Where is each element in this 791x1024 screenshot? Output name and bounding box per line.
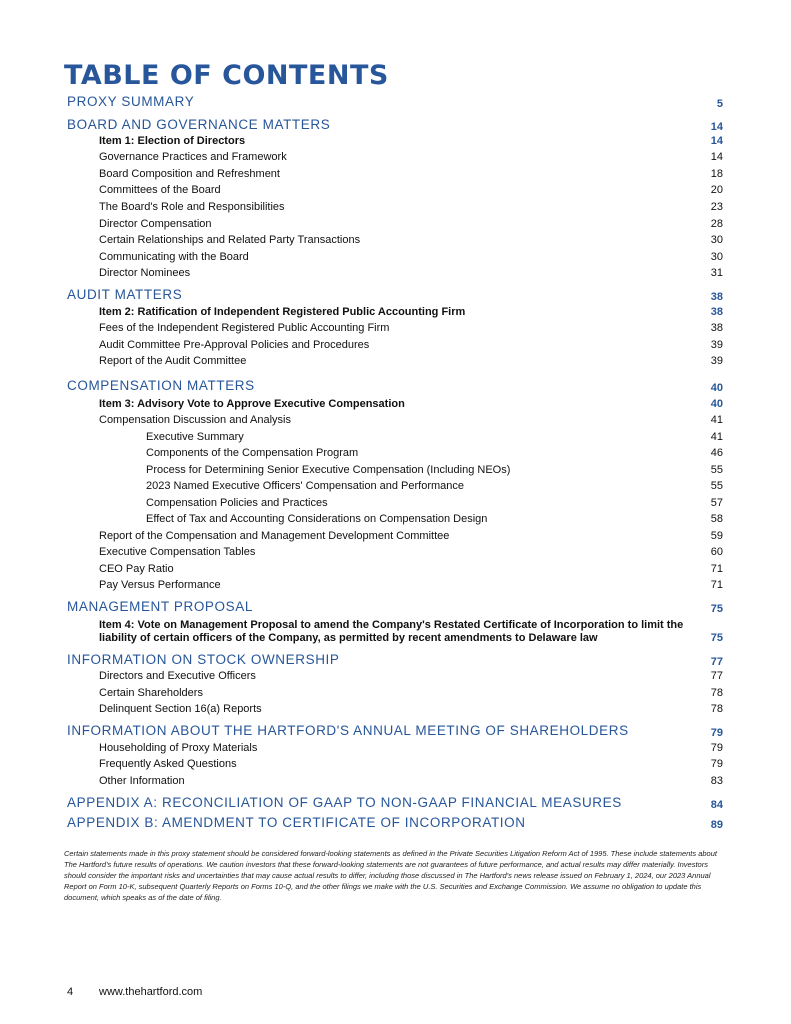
toc-section[interactable] xyxy=(0,599,791,617)
toc-entry-title: Report of the Compensation and Management Development Committee xyxy=(99,530,450,542)
toc-page-number: 89 xyxy=(710,819,723,831)
forward-looking-disclaimer: Certain statements made in this proxy statement should be considered forward-looking statements as defined in the Private Securities Litigation Reform Act of 1995. These include statements about The Hartford's future results of operations. We caution investors that these forward-looking statements are not guarantees of future performance, and actual results may differ materially. Investors should consider the important risks and uncertainties that may cause actual results to differ, including those discussed in The Hartford's news release issued on February 1, 2024, our 2023 Annual Report on Form 10-K, subsequent Quarterly Reports on Forms 10-Q, and the other filings we make with the U.S. Securities and Exchange Commission. We assume no obligation to update this document, which speaks as of the date of filing. xyxy=(64,849,717,902)
toc-entry-title: Board Composition and Refreshment xyxy=(99,168,280,180)
toc-entry-title: Compensation Policies and Practices xyxy=(146,497,328,509)
toc-entry[interactable] xyxy=(0,151,791,169)
toc-page-number: 79 xyxy=(710,742,723,754)
toc-entry-title: 2023 Named Executive Officers' Compensation and Performance xyxy=(146,480,465,492)
toc-section[interactable] xyxy=(0,378,791,396)
toc-entry-title: Audit Committee Pre-Approval Policies and Procedures xyxy=(99,339,370,351)
toc-page-number: 14 xyxy=(710,135,723,147)
toc-entry[interactable] xyxy=(0,322,791,340)
toc-entry-title: Item 4: Vote on Management Proposal to amend the Company's Restated Certificate of Incorporation to limit the liability of certain officers of the Company, as permitted by recent amendments to Delaware law xyxy=(99,619,684,644)
toc-page-number: 39 xyxy=(710,355,723,367)
toc-page-number: 79 xyxy=(710,758,723,770)
toc-entry-title: Directors and Executive Officers xyxy=(99,670,256,682)
toc-entry[interactable] xyxy=(0,670,791,688)
toc-section-title: BOARD AND GOVERNANCE MATTERS xyxy=(67,117,331,132)
toc-page-number: 38 xyxy=(710,322,723,334)
toc-entry[interactable] xyxy=(0,267,791,285)
toc-entry-title: Committees of the Board xyxy=(99,184,221,196)
toc-section-title: COMPENSATION MATTERS xyxy=(67,378,255,393)
toc-page-number: 58 xyxy=(710,513,723,525)
toc-section[interactable] xyxy=(0,117,791,135)
toc-entry-title: Delinquent Section 16(a) Reports xyxy=(99,703,262,715)
toc-entry[interactable] xyxy=(0,184,791,202)
toc-section-title: INFORMATION ABOUT THE HARTFORD'S ANNUAL MEETING OF SHAREHOLDERS xyxy=(67,723,629,738)
toc-page-number: 18 xyxy=(710,168,723,180)
toc-page-number: 46 xyxy=(710,447,723,459)
toc-section-title: APPENDIX B: AMENDMENT TO CERTIFICATE OF INCORPORATION xyxy=(67,815,526,830)
toc-entry-title: Executive Summary xyxy=(146,431,244,443)
toc-entry-title: CEO Pay Ratio xyxy=(99,563,174,575)
toc-entry-title: Certain Relationships and Related Party Transactions xyxy=(99,234,361,246)
page-title: TABLE OF CONTENTS xyxy=(64,60,389,91)
toc-page-number: 23 xyxy=(710,201,723,213)
toc-page-number: 39 xyxy=(710,339,723,351)
toc-section-title: INFORMATION ON STOCK OWNERSHIP xyxy=(67,652,340,667)
toc-entry[interactable] xyxy=(0,234,791,252)
toc-entry[interactable] xyxy=(0,480,791,498)
toc-page-number: 5 xyxy=(716,98,723,110)
toc-entry-title: Item 2: Ratification of Independent Registered Public Accounting Firm xyxy=(99,306,466,318)
toc-entry[interactable] xyxy=(0,579,791,597)
toc-page-number: 78 xyxy=(710,687,723,699)
toc-entry-title: Director Nominees xyxy=(99,267,191,279)
toc-entry-title: Certain Shareholders xyxy=(99,687,203,699)
toc-section-title: MANAGEMENT PROPOSAL xyxy=(67,599,253,614)
toc-entry-title: Pay Versus Performance xyxy=(99,579,221,591)
toc-entry[interactable] xyxy=(0,355,791,373)
toc-entry[interactable] xyxy=(0,513,791,531)
toc-section[interactable] xyxy=(0,652,791,670)
toc-page-number: 55 xyxy=(710,480,723,492)
toc-page-number: 77 xyxy=(710,656,723,668)
toc-page-number: 41 xyxy=(710,431,723,443)
toc-page-number: 55 xyxy=(710,464,723,476)
toc-page-number: 83 xyxy=(710,775,723,787)
toc-entry[interactable] xyxy=(0,546,791,564)
toc-page-number: 59 xyxy=(710,530,723,542)
toc-page-number: 41 xyxy=(710,414,723,426)
toc-entry[interactable] xyxy=(0,758,791,776)
toc-page-number: 71 xyxy=(710,563,723,575)
toc-section[interactable] xyxy=(0,287,791,305)
toc-page-number: 30 xyxy=(710,251,723,263)
toc-page-number: 38 xyxy=(710,291,723,303)
toc-page-number: 75 xyxy=(710,603,723,615)
toc-page-number: 78 xyxy=(710,703,723,715)
toc-page-number: 84 xyxy=(710,799,723,811)
toc-entry-title: Report of the Audit Committee xyxy=(99,355,247,367)
toc-page-number: 79 xyxy=(710,727,723,739)
toc-page-number: 71 xyxy=(710,579,723,591)
toc-entry-title: Effect of Tax and Accounting Considerations on Compensation Design xyxy=(146,513,488,525)
toc-entry-title: Process for Determining Senior Executive Compensation (Including NEOs) xyxy=(146,464,511,476)
toc-entry-title: Item 3: Advisory Vote to Approve Executive Compensation xyxy=(99,398,405,410)
toc-page-number: 57 xyxy=(710,497,723,509)
toc-entry-title: Governance Practices and Framework xyxy=(99,151,287,163)
toc-entry[interactable] xyxy=(0,414,791,432)
toc-section-title: AUDIT MATTERS xyxy=(67,287,183,302)
toc-entry-title: Frequently Asked Questions xyxy=(99,758,237,770)
toc-page-number: 20 xyxy=(710,184,723,196)
toc-page-number: 30 xyxy=(710,234,723,246)
toc-page-number: 14 xyxy=(710,121,723,133)
toc-entry-title: Communicating with the Board xyxy=(99,251,249,263)
footer-url[interactable]: www.thehartford.com xyxy=(99,986,203,998)
toc-section-title: APPENDIX A: RECONCILIATION OF GAAP TO NON-GAAP FINANCIAL MEASURES xyxy=(67,795,622,810)
footer-page-number: 4 xyxy=(67,986,74,998)
toc-page-number: 77 xyxy=(710,670,723,682)
toc-page-number: 31 xyxy=(710,267,723,279)
toc-entry-title: Householding of Proxy Materials xyxy=(99,742,258,754)
toc-section[interactable] xyxy=(0,723,791,741)
toc-entry[interactable] xyxy=(0,201,791,219)
toc-page-number: 28 xyxy=(710,218,723,230)
toc-page-number: 38 xyxy=(710,306,723,318)
toc-page-number: 40 xyxy=(710,398,723,410)
toc-page-number: 60 xyxy=(710,546,723,558)
toc-entry[interactable] xyxy=(0,775,791,793)
toc-entry-title: Item 1: Election of Directors xyxy=(99,135,246,147)
toc-entry-title: Other Information xyxy=(99,775,185,787)
toc-entry[interactable] xyxy=(0,447,791,465)
toc-section[interactable] xyxy=(0,795,791,813)
toc-entry-title: Components of the Compensation Program xyxy=(146,447,359,459)
toc-entry-title: Fees of the Independent Registered Public Accounting Firm xyxy=(99,322,390,334)
toc-section[interactable] xyxy=(0,94,791,112)
toc-entry-title: Executive Compensation Tables xyxy=(99,546,256,558)
toc-section[interactable] xyxy=(0,815,791,833)
toc-page-number: 14 xyxy=(710,151,723,163)
toc-entry[interactable] xyxy=(0,703,791,721)
toc-page-number: 40 xyxy=(710,382,723,394)
toc-entry-title: The Board's Role and Responsibilities xyxy=(99,201,285,213)
toc-entry-title: Director Compensation xyxy=(99,218,212,230)
toc-entry-title: Compensation Discussion and Analysis xyxy=(99,414,291,426)
toc-entry[interactable] xyxy=(0,619,791,649)
toc-section-title: PROXY SUMMARY xyxy=(67,94,195,109)
toc-page-number: 75 xyxy=(710,632,723,644)
